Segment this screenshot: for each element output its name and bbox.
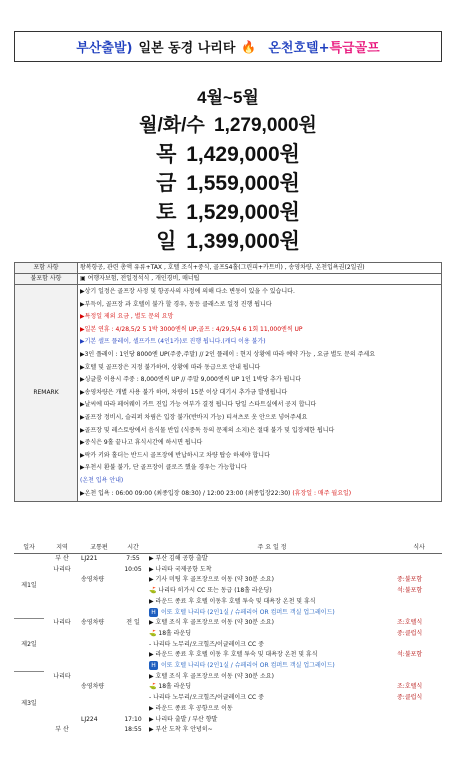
price-day-label: 토 xyxy=(156,201,177,224)
meal-cell xyxy=(396,597,442,608)
transport-cell xyxy=(80,693,118,704)
schedule-header-cell: 지역 xyxy=(44,543,80,554)
time-cell xyxy=(118,704,148,715)
price-value: 1,429,000원 xyxy=(186,143,300,166)
plan-cell: ▶ 나리타 국제공항 도착 xyxy=(149,565,212,573)
time-cell xyxy=(118,640,148,651)
table-row xyxy=(14,586,442,597)
meal-cell: 중:클럽식 xyxy=(397,629,423,637)
banner-golf: 특급골프 xyxy=(329,41,380,56)
transport-cell: 송영차량 xyxy=(81,576,105,584)
table-row xyxy=(14,715,442,726)
remark-item: ▶우천시 환불 불가, 단 골프장이 클로즈 했을 경우는 가능합니다 xyxy=(80,464,247,472)
schedule-header-cell: 주 요 일 정 xyxy=(148,543,396,554)
region-cell xyxy=(44,693,80,704)
meal-cell: 조:호텔식 xyxy=(397,683,423,691)
table-row xyxy=(14,704,442,715)
onsen-hours xyxy=(80,488,439,501)
region-cell xyxy=(44,715,80,726)
remark-item: ▶날씨에 따라 페어웨이 카트 진입 가능 여부가 결정 됩니다 당일 스타트실에서 공지 합니다 xyxy=(80,401,317,409)
meal-cell xyxy=(396,725,442,736)
table-row xyxy=(14,608,442,619)
schedule-header-cell: 시간 xyxy=(118,543,148,554)
meal-cell: 석:불포함 xyxy=(397,651,423,659)
transport-cell xyxy=(80,650,118,661)
table-row xyxy=(14,672,442,683)
exclude-text: ▣ 여행자보험, 전일정석식 , 개인경비, 매너팁 xyxy=(78,274,442,285)
exclude-label: 불포함 사항 xyxy=(15,274,78,285)
banner-hotel: 온천호텔+ xyxy=(268,41,330,56)
region-cell xyxy=(44,640,80,651)
table-row xyxy=(14,565,442,576)
day-label: 제3일 xyxy=(14,672,44,736)
meal-cell: 조:호텔식 xyxy=(397,619,423,627)
transport-cell xyxy=(80,640,118,651)
remark-item: ▶상기 일정은 골프장 사정 및 항공사의 사정에 의해 다소 변동이 있을 수 있습니다. xyxy=(80,288,295,295)
remark-item: ▶호텔 및 골프장은 지정 불가하며, 상황에 따라 동급으로 안내 됩니다 xyxy=(80,363,261,371)
plan-cell: ⛳ 18홀 라운딩 xyxy=(149,629,192,637)
transport-cell xyxy=(80,704,118,715)
table-row xyxy=(14,640,442,651)
table-row xyxy=(14,725,442,736)
banner-departure: 부산출발) xyxy=(76,41,133,56)
plan-cell: ⛳ 18홀 라운딩 xyxy=(149,683,192,691)
transport-cell xyxy=(80,725,118,736)
region-cell xyxy=(44,597,80,608)
include-text: 왕복항공, 관련 총액 유류+TAX , 호텔 조식+중식, 골프54홀(그린피+카트비) , 송영차량, 온천입욕권(2일권) xyxy=(78,263,442,274)
plan-cell: ▶ 라운드 종료 후 호텔 이동 후 호텔 투숙 및 대욕장 온천 및 휴식 xyxy=(149,651,318,659)
remark-item: ▶중식은 9홀 끝나고 휴식시간에 하시면 됩니다 xyxy=(80,439,203,447)
price-day-label: 일 xyxy=(156,230,177,253)
transport-cell xyxy=(80,586,118,597)
hotel-text: 이또 호텔 나리타 (2인1실 / 슈페리어 OR 컴퍼트 객실 업그레이드) xyxy=(161,662,335,670)
time-cell xyxy=(118,661,148,672)
schedule-header-cell: 교통편 xyxy=(80,543,118,554)
time-cell: 17:10 xyxy=(124,715,142,723)
table-row xyxy=(14,575,442,586)
fire-icon: 🔥 xyxy=(241,39,257,54)
meal-cell xyxy=(396,565,442,576)
price-period: 4월~5월 xyxy=(197,88,259,107)
banner-destination: 일본 동경 나리타 xyxy=(138,41,236,56)
transport-cell xyxy=(80,608,118,619)
time-cell: 7:55 xyxy=(126,555,140,562)
schedule-header-cell: 일자 xyxy=(14,543,44,554)
price-value: 1,529,000원 xyxy=(186,201,300,224)
transport-cell xyxy=(80,597,118,608)
time-cell xyxy=(118,682,148,693)
hotel-icon: H xyxy=(149,608,158,617)
schedule-header-cell: 식사 xyxy=(396,543,442,554)
meal-cell xyxy=(396,640,442,651)
hotel-icon: H xyxy=(149,661,158,670)
transport-cell: 송영차량 xyxy=(81,619,105,627)
plan-cell xyxy=(148,608,396,619)
remark-item: ▶기본 셀프 플레이, 셀프카트 (4인1카)로 진행 됩니다.(캐디 이용 불가) xyxy=(80,338,266,346)
price-row xyxy=(14,169,442,198)
remark-item: ▶일본 연휴 : 4/28,5/2 5 1박 3000엔씩 UP,골프 : 4/29,5/4 6 1회 11,000엔씩 UP xyxy=(80,325,303,333)
price-row xyxy=(14,111,442,140)
table-row xyxy=(14,650,442,661)
region-cell xyxy=(44,629,80,640)
transport-cell xyxy=(80,629,118,640)
time-cell xyxy=(118,575,148,586)
transport-cell: LJ224 xyxy=(81,715,98,723)
plan-cell: ▶ 라운드 종료 후 공항으로 이동 xyxy=(149,704,233,712)
meal-cell xyxy=(396,608,442,619)
remark-item: ▶부득이, 골프장 과 호텔이 불가 할 경우, 동등 클래스로 일정 진행 됩니다 xyxy=(80,300,272,308)
plan-cell: ▶ 기사 미팅 후 골프장으로 이동 (약 30분 소요) xyxy=(149,576,274,584)
include-label: 포함 사항 xyxy=(15,263,78,274)
hotel-text: 이또 호텔 나리타 (2인1실 / 슈페리어 OR 컴퍼트 객실 업그레이드) xyxy=(161,608,335,616)
price-value: 1,399,000원 xyxy=(186,230,300,253)
time-cell xyxy=(118,629,148,640)
remark-item: ▶락카 키와 홀더는 반드시 골프장에 반납하시고 차량 탑승 하세야 합니다 xyxy=(80,451,270,459)
plan-cell: ▶ 호텔 조식 후 골프장으로 이동 (약 30분 소요) xyxy=(149,672,274,680)
remark-item: ▶3인 플레이 : 1인당 8000엔 UP(주중,주말) // 2인 플레이 : 현지 상황에 따라 예약 가능 , 요금 별도 문의 주세요 xyxy=(80,350,376,358)
plan-cell: - 나리타 노무리/오크힐즈/이글레이크 CC 중 xyxy=(149,694,264,702)
region-cell xyxy=(44,650,80,661)
table-row xyxy=(14,693,442,704)
transport-cell: 송영차량 xyxy=(81,683,105,691)
meal-cell: 석:불포함 xyxy=(397,587,423,595)
price-value: 1,279,000원 xyxy=(214,115,317,136)
remark-item: ▶골프장 및 레스토랑에서 음식물 반입 (식중독 등의 문제의 소지)은 절대 불가 및 입장제한 됩니다 xyxy=(80,426,335,434)
region-cell xyxy=(44,661,80,672)
price-row xyxy=(14,227,442,256)
region-cell xyxy=(44,682,80,693)
price-day-label: 목 xyxy=(156,143,177,166)
plan-cell: - 나리타 노무리/오크힐즈/이글레이크 CC 중 xyxy=(149,640,264,648)
plan-cell: ▶ 나리타 출발 / 부산 향발 xyxy=(149,715,218,723)
region-cell xyxy=(44,575,80,586)
onsen-time: ▶온천 입욕 : 06:00 09:00 (최종입장 08:30) / 12:00 23:00 (최종입장22:30) xyxy=(80,489,291,497)
plan-cell: ▶ 부산 김해 공항 출발 xyxy=(149,555,208,562)
day-label: 제2일 xyxy=(14,618,44,672)
time-cell xyxy=(118,693,148,704)
plan-cell: ▶ 부산 도착 후 안녕히~ xyxy=(149,726,213,734)
schedule-header xyxy=(14,543,442,554)
transport-cell xyxy=(80,672,118,683)
remark-item: ▶특정일 제외 요금 , 별도 문의 요망 xyxy=(80,313,174,321)
price-day-label: 금 xyxy=(156,172,177,195)
time-cell: 전 일 xyxy=(126,619,140,627)
transport-cell xyxy=(80,661,118,672)
time-cell xyxy=(118,672,148,683)
meal-cell xyxy=(396,554,442,565)
table-row xyxy=(14,618,442,629)
plan-cell xyxy=(148,661,396,672)
remark-list xyxy=(78,285,442,502)
title-banner xyxy=(14,31,442,62)
region-cell xyxy=(44,586,80,597)
meal-cell xyxy=(396,672,442,683)
region-cell: 나리타 xyxy=(53,672,71,680)
schedule-table xyxy=(14,543,442,736)
time-cell xyxy=(118,650,148,661)
plan-cell: ▶ 라운드 종료 후 호텔 이동후 호텔 투숙 및 대욕장 온천 및 휴식 xyxy=(149,597,316,605)
price-row xyxy=(14,198,442,227)
info-table xyxy=(14,262,442,502)
table-row xyxy=(14,661,442,672)
time-cell xyxy=(118,597,148,608)
meal-cell: 중:불포함 xyxy=(397,576,423,584)
meal-cell xyxy=(396,661,442,672)
day-label: 제1일 xyxy=(14,554,44,619)
meal-cell: 중:클럽식 xyxy=(397,694,423,702)
remark-label: REMARK xyxy=(15,285,78,502)
price-day-label: 월/화/수 xyxy=(139,115,205,136)
remark-item: ▶송영차량은 개별 사용 불가 하며, 차량이 15분 이상 대기시 추가금 발생됩니다 xyxy=(80,388,288,396)
price-row xyxy=(14,140,442,169)
region-cell: 나리타 xyxy=(53,565,71,573)
transport-cell: LJ221 xyxy=(81,555,98,562)
plan-cell: ▶ 호텔 조식 후 골프장으로 이동 (약 30분 소요) xyxy=(149,619,274,627)
region-cell xyxy=(44,608,80,619)
time-cell xyxy=(118,608,148,619)
table-row xyxy=(14,554,442,565)
region-cell: 부 산 xyxy=(55,555,69,562)
time-cell: 10:05 xyxy=(124,565,142,573)
price-block xyxy=(14,84,442,256)
remark-item: (온천 입욕 안내) xyxy=(80,476,124,484)
time-cell xyxy=(118,586,148,597)
table-row xyxy=(14,682,442,693)
region-cell: 부 산 xyxy=(55,726,69,734)
region-cell: 나리타 xyxy=(53,619,71,627)
plan-cell: ⛳ 나리타 히가시 CC 또는 동급 (18홀 라운딩) xyxy=(149,587,272,595)
price-value: 1,559,000원 xyxy=(186,172,300,195)
meal-cell xyxy=(396,704,442,715)
table-row xyxy=(14,597,442,608)
remark-item: ▶싱글룸 이용시 주중 : 8,000엔씩 UP // 주말 9,000엔씩 UP 1인 1박당 추가 됩니다 xyxy=(80,376,301,384)
meal-cell xyxy=(396,715,442,726)
schedule-body xyxy=(14,554,442,736)
onsen-closed-day: (휴장일 : 매주 월요일) xyxy=(292,489,352,497)
table-row xyxy=(14,629,442,640)
transport-cell xyxy=(80,565,118,576)
remark-item: ▶골프장 정비시, 슬리퍼 차림은 입장 불가(반바지 가능) 티셔츠로 옷 안으로 넣어주세요 xyxy=(80,413,308,421)
region-cell xyxy=(44,704,80,715)
time-cell: 18:55 xyxy=(124,726,142,734)
